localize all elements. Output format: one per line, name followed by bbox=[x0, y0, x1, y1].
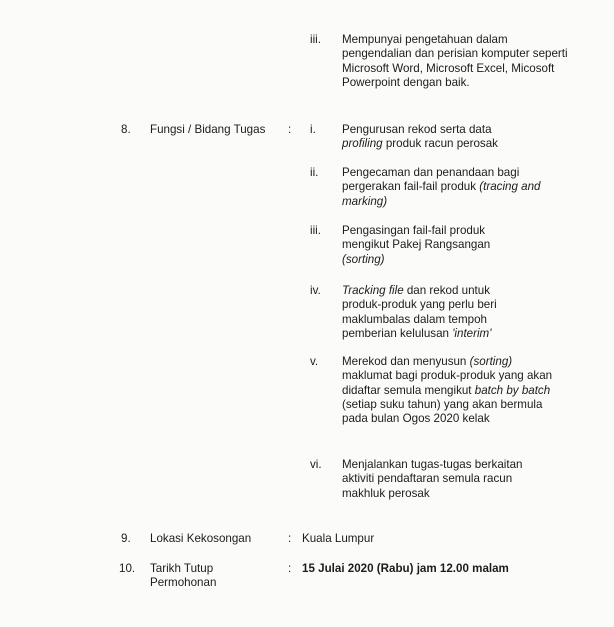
roman-numeral: v. bbox=[310, 355, 319, 368]
point-text: Merekod dan menyusun (sorting) maklumat bagi produk-produk yang akan didaftar semula mengikut batch by batch (setiap suku tahun) yang akan bermula pada bulan Ogos 2020 kelak bbox=[342, 355, 553, 426]
roman-numeral: iii. bbox=[310, 33, 321, 46]
item-number: 8. bbox=[121, 123, 131, 136]
item-label-line1: Tarikh Tutup bbox=[150, 562, 214, 575]
item-value: Kuala Lumpur bbox=[302, 532, 375, 545]
roman-numeral: ii. bbox=[310, 166, 319, 179]
item-label: Fungsi / Bidang Tugas bbox=[150, 123, 266, 136]
point-text: Pengasingan fail-fail produk mengikut Pakej Rangsangan (sorting) bbox=[342, 224, 491, 266]
item-label-line2: Permohonan bbox=[150, 576, 217, 589]
roman-numeral: iv. bbox=[310, 284, 321, 297]
point-text: Tracking file dan rekod untuk produk-produk yang perlu beri maklumbalas dalam tempoh pemberian kelulusan 'interim' bbox=[342, 284, 497, 340]
item-label: Lokasi Kekosongan bbox=[150, 532, 252, 545]
roman-numeral: i. bbox=[310, 123, 316, 136]
roman-numeral: vi. bbox=[310, 458, 322, 471]
roman-numeral: iii. bbox=[310, 224, 321, 237]
item-colon: : bbox=[288, 562, 292, 575]
point-text: Pengurusan rekod serta data profiling produk racun perosak bbox=[342, 123, 498, 151]
item-number: 10. bbox=[119, 562, 136, 575]
point-text: Pengecaman dan penandaan bagi pergerakan fail-fail produk (tracing and marking) bbox=[342, 166, 541, 208]
item-number: 9. bbox=[121, 532, 131, 545]
point-text: Menjalankan tugas-tugas berkaitan aktiviti pendaftaran semula racun makhluk perosak bbox=[342, 458, 523, 500]
item-colon: : bbox=[288, 123, 292, 136]
point-text: Mempunyai pengetahuan dalam pengendalian dan perisian komputer seperti Microsoft Word, Microsoft Excel, Micosoft Powerpoint dengan baik. bbox=[342, 33, 568, 89]
item-value: 15 Julai 2020 (Rabu) jam 12.00 malam bbox=[302, 562, 509, 575]
item-colon: : bbox=[288, 532, 292, 545]
